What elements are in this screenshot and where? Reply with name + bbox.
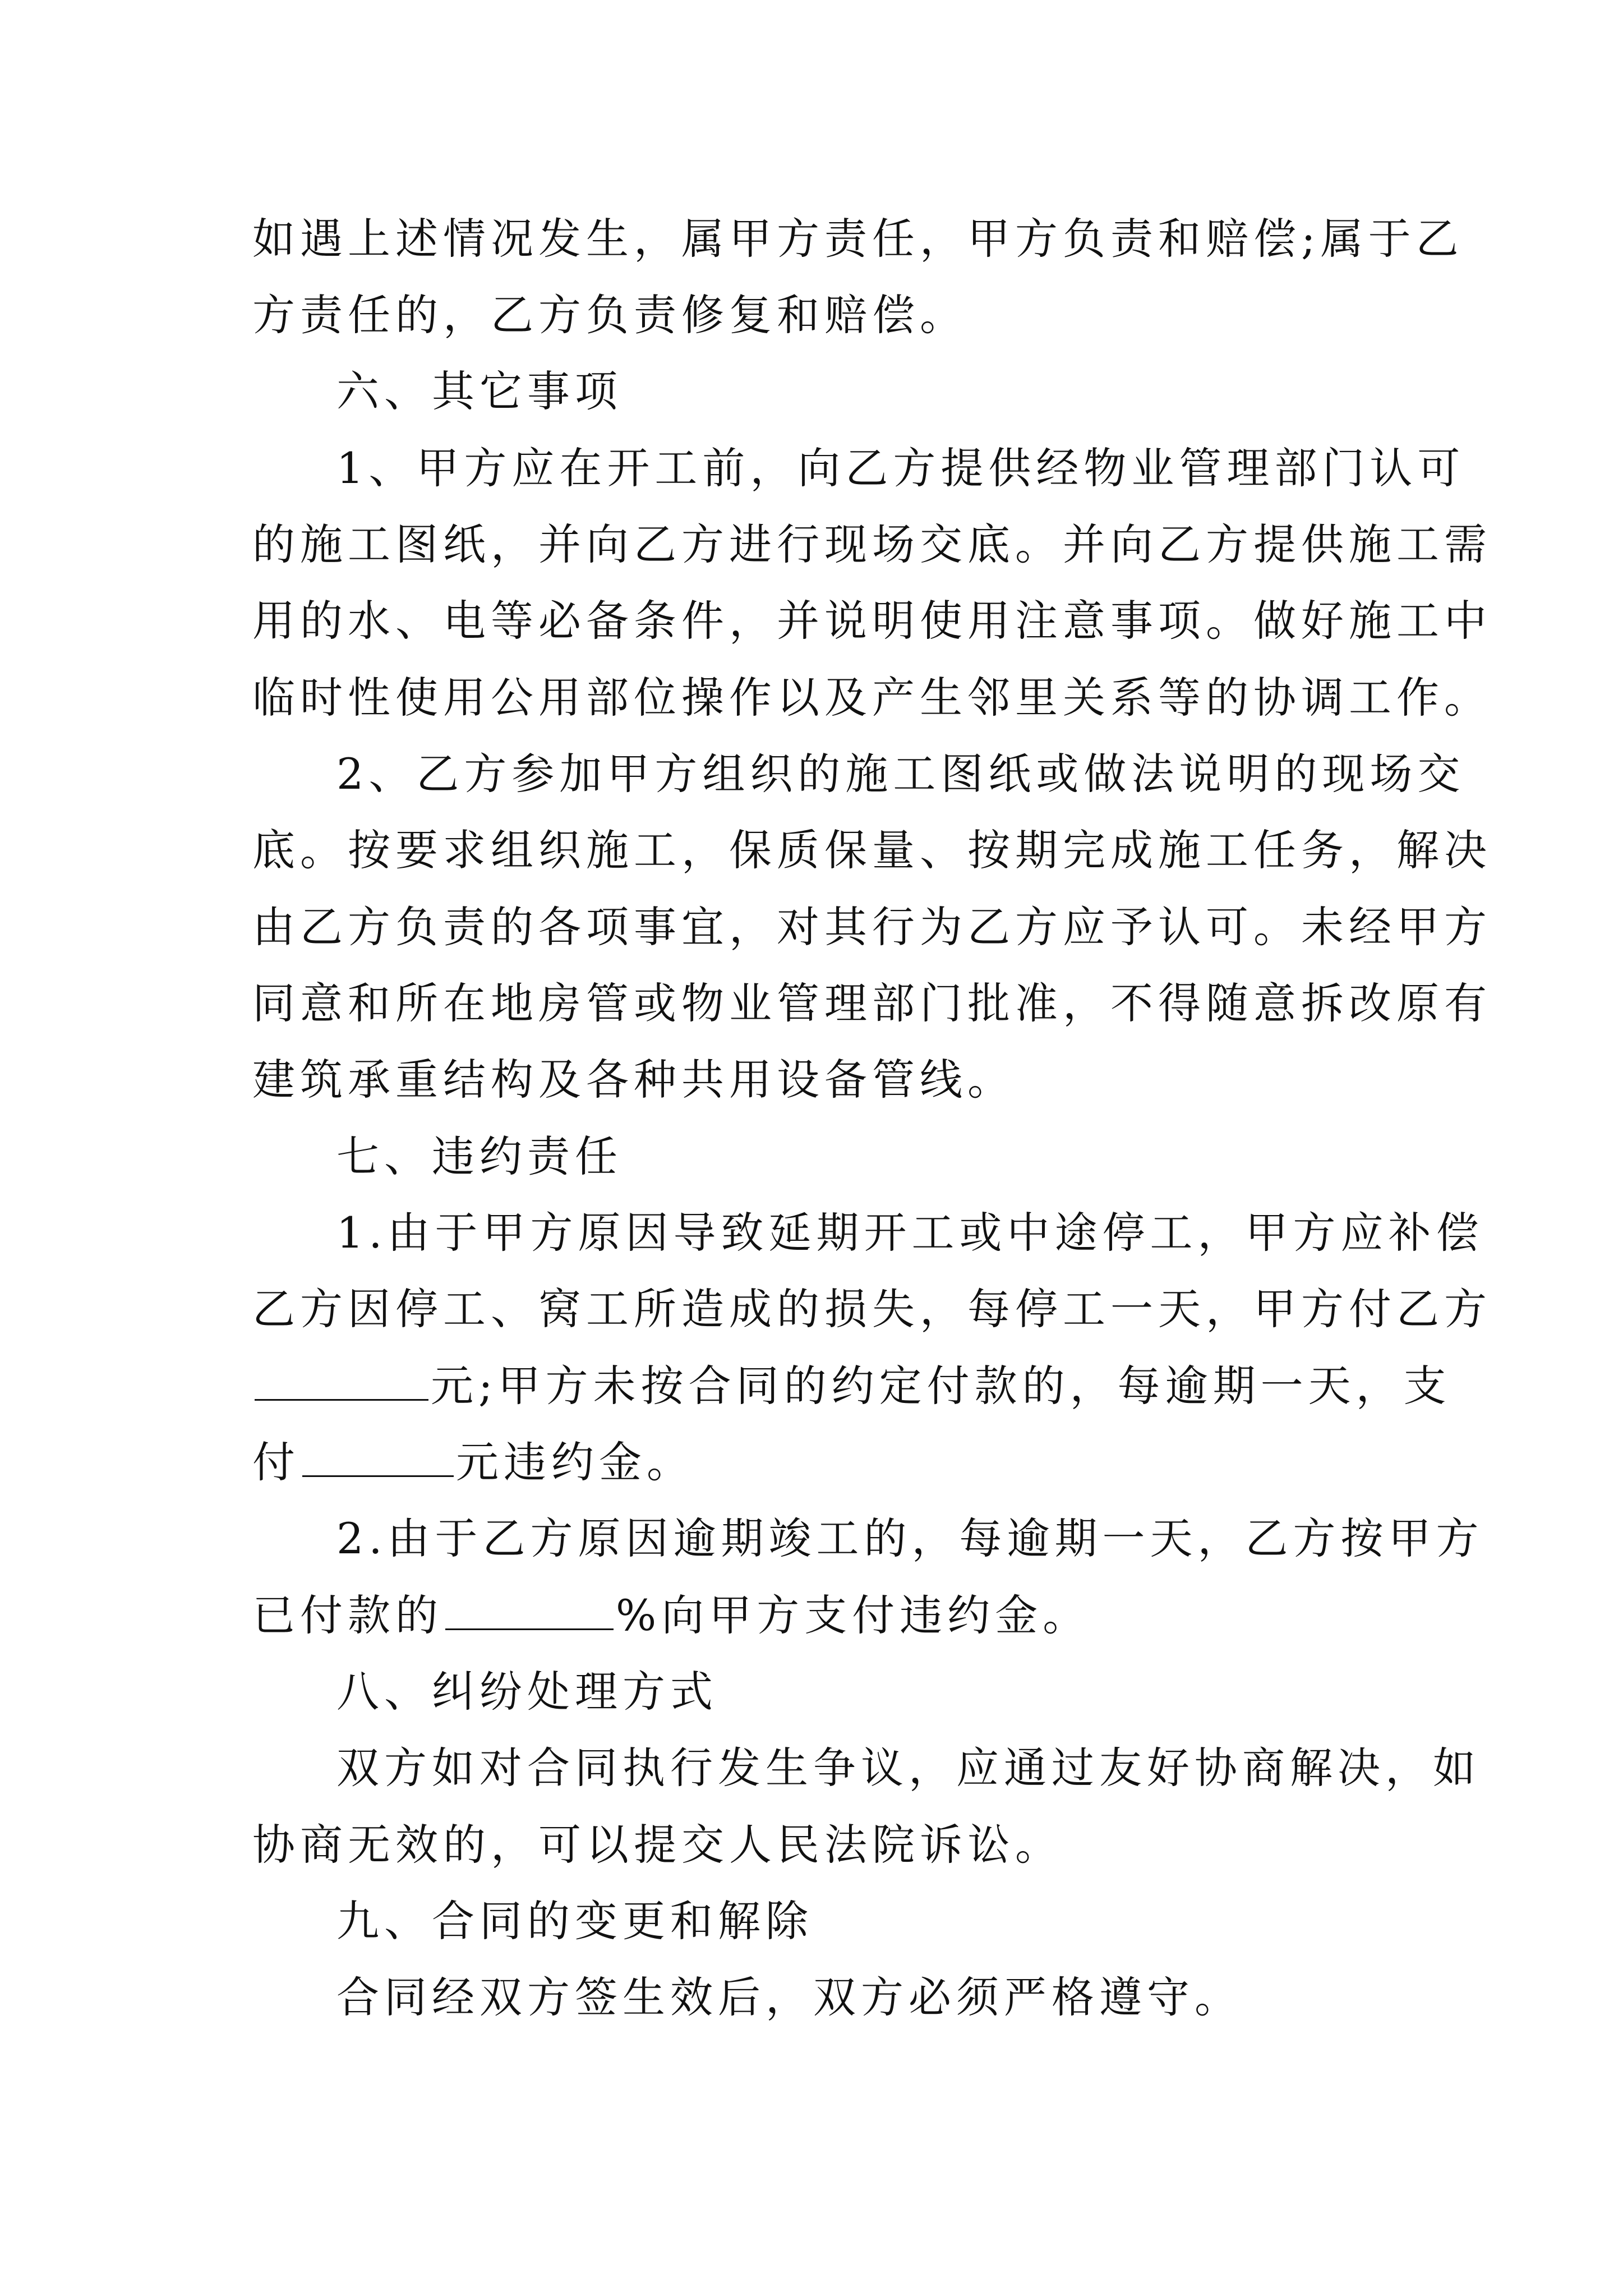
text-line: 合同经双方签生效后，双方必须严格遵守。 (336, 1972, 1242, 2022)
text-segment: 元违约金。 (456, 1437, 694, 1487)
text-line-with-blank (252, 1588, 1396, 1644)
text-line: 乙方因停工、窝工所造成的损失，每停工一天，甲方付乙方 (252, 1284, 1492, 1334)
text-line: 由乙方负责的各项事宜，对其行为乙方应予认可。未经甲方 (252, 902, 1492, 952)
fill-blank (302, 1438, 454, 1477)
text-line-with-blank (252, 1434, 1396, 1490)
text-line: 双方如对合同执行发生争议，应通过友好协商解决，如 (336, 1743, 1481, 1793)
text-line: 2、乙方参加甲方组织的施工图纸或做法说明的现场交 (336, 749, 1465, 799)
text-line: 1.由于甲方原因导致延期开工或中途停工，甲方应补偿 (336, 1208, 1484, 1258)
text-line: 底。按要求组织施工，保质保量、按期完成施工任务，解决 (252, 825, 1492, 875)
section-heading: 六、其它事项 (336, 366, 623, 416)
text-line: 同意和所在地房管或物业管理部门批准，不得随意拆改原有 (252, 978, 1492, 1028)
text-line-with-blank (252, 1358, 1451, 1414)
text-line: 用的水、电等必备条件，并说明使用注意事项。做好施工中 (252, 596, 1492, 646)
text-line: 1、甲方应在开工前，向乙方提供经物业管理部门认可 (336, 443, 1465, 493)
text-line: 如遇上述情况发生，属甲方责任，甲方负责和赔偿;属于乙 (252, 214, 1464, 264)
text-segment: %向甲方支付违约金。 (616, 1590, 1091, 1640)
text-line: 临时性使用公用部位操作以及产生邻里关系等的协调工作。 (252, 673, 1492, 723)
text-segment: 已付款的 (252, 1590, 443, 1640)
text-line: 建筑承重结构及各种共用设备管线。 (252, 1055, 1015, 1105)
fill-blank (255, 1362, 428, 1401)
section-heading: 八、纠纷处理方式 (336, 1667, 718, 1717)
text-line: 协商无效的，可以提交人民法院诉讼。 (252, 1820, 1063, 1870)
text-line: 2.由于乙方原因逾期竣工的，每逾期一天，乙方按甲方 (336, 1513, 1484, 1563)
fill-blank (445, 1591, 614, 1630)
text-line: 的施工图纸，并向乙方进行现场交底。并向乙方提供施工需 (252, 519, 1492, 569)
text-segment: 付 (252, 1437, 300, 1487)
section-heading: 九、合同的变更和解除 (336, 1896, 813, 1946)
section-heading: 七、违约责任 (336, 1131, 623, 1181)
text-segment: 元;甲方未按合同的约定付款的，每逾期一天，支 (431, 1361, 1451, 1411)
text-line: 方责任的，乙方负责修复和赔偿。 (252, 290, 967, 340)
